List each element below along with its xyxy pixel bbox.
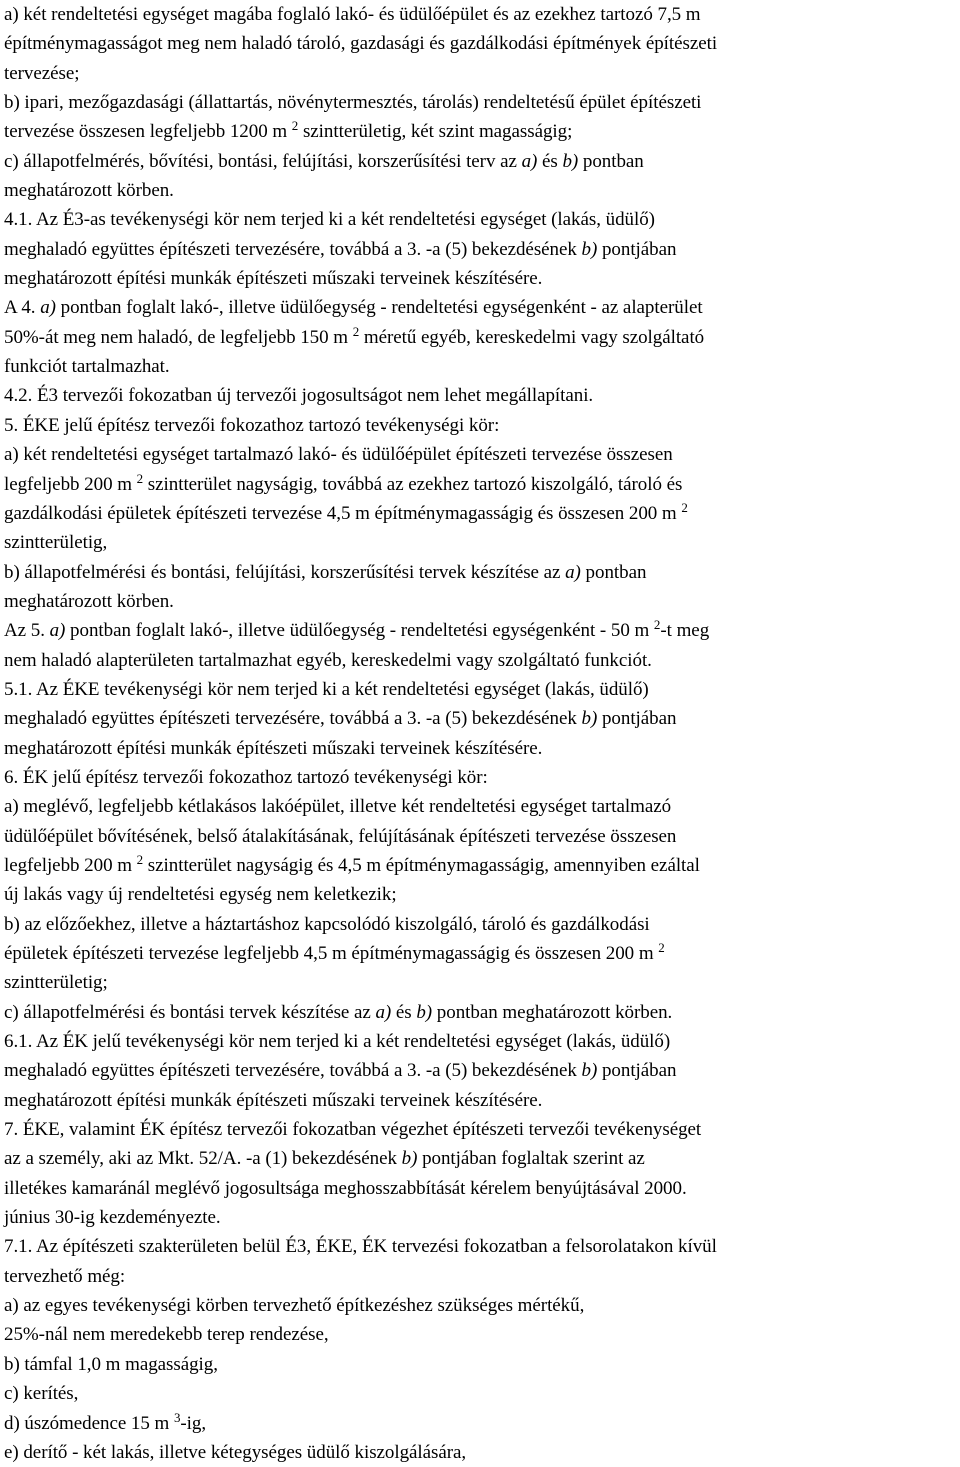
text-run: funkciót tartalmazhat. — [4, 356, 170, 378]
superscript: 2 — [653, 617, 661, 633]
text-line — [4, 880, 956, 909]
text-run: c) állapotfelmérési és bontási tervek készítése az — [4, 1001, 376, 1023]
superscript: 2 — [681, 499, 688, 515]
text-line — [4, 587, 956, 616]
italic-reference: b) — [562, 150, 579, 172]
italic-reference: a) — [49, 620, 66, 642]
text-line — [4, 1320, 956, 1349]
text-run: 6. ÉK jelű építész tervezői fokozathoz tartozó tevékenységi kör: — [4, 766, 488, 788]
text-line — [4, 117, 956, 146]
text-run: pontban foglalt lakó-, illetve üdülőegység - rendeltetési egységenként - 50 m — [65, 620, 654, 642]
text-run: A 4. — [4, 297, 41, 319]
text-line — [4, 1379, 956, 1408]
text-run: pontban — [580, 561, 647, 583]
text-run: Az 5. — [4, 620, 50, 642]
text-run: tervezhető még: — [4, 1265, 126, 1287]
italic-reference: b) — [581, 238, 598, 260]
text-line — [4, 851, 956, 880]
text-line — [4, 470, 956, 499]
text-run: pontjában — [597, 1060, 677, 1082]
text-run: 7.1. Az építészeti szakterületen belül É3, ÉKE, ÉK tervezési fokozatban a felsorolatakon kívül — [4, 1236, 717, 1258]
text-run: legfeljebb 200 m — [4, 854, 137, 876]
text-run: meghatározott körben. — [4, 180, 174, 202]
italic-reference: a) — [565, 561, 581, 583]
text-run: -ig, — [180, 1412, 207, 1434]
italic-reference: a) — [521, 150, 538, 172]
italic-reference: b) — [401, 1148, 418, 1170]
text-run: és — [391, 1001, 417, 1023]
text-run: a) két rendeltetési egységet tartalmazó lakó- és üdülőépület építészeti tervezése összesen — [4, 444, 673, 466]
text-run: 50%-át meg nem haladó, de legfeljebb 150 m — [4, 326, 353, 348]
text-run: b) az előzőekhez, illetve a háztartáshoz kapcsolódó kiszolgáló, tároló és gazdálkodási — [4, 913, 650, 935]
text-run: 4.2. É3 tervezői fokozatban új tervezői jogosultságot nem lehet megállapítani. — [4, 385, 594, 407]
text-run: 5. ÉKE jelű építész tervezői fokozathoz tartozó tevékenységi kör: — [4, 414, 500, 436]
text-run: tervezése összesen legfeljebb 1200 m — [4, 121, 292, 143]
text-line — [4, 1115, 956, 1144]
text-line — [4, 910, 956, 939]
text-line — [4, 1262, 956, 1291]
text-line — [4, 352, 956, 381]
text-run: illetékes kamaránál meglévő jogosultsága meghosszabbítását kérelem benyújtásával 2000. — [4, 1177, 687, 1199]
text-run: a) meglévő, legfeljebb kétlakásos lakóépület, illetve két rendeltetési egységet tartalmazó — [4, 796, 672, 818]
text-line — [4, 968, 956, 997]
text-line — [4, 235, 956, 264]
text-line — [4, 205, 956, 234]
text-run: meghaladó együttes építészeti tervezésére, továbbá a 3. -a (5) bekezdésének — [4, 708, 582, 730]
text-run: e) derítő - két lakás, illetve kétegységes üdülő kiszolgálására, — [4, 1441, 467, 1463]
text-line — [4, 558, 956, 587]
text-line — [4, 616, 956, 645]
text-line — [4, 147, 956, 176]
text-line — [4, 822, 956, 851]
text-run: pontjában — [597, 708, 677, 730]
text-run: pontban — [578, 150, 644, 172]
text-run: szintterület nagyságig, továbbá az ezekhez tartozó kiszolgáló, tároló és — [143, 473, 683, 495]
text-line — [4, 176, 956, 205]
text-run: tervezése; — [4, 62, 80, 84]
text-run: meghaladó együttes építészeti tervezésére, továbbá a 3. -a (5) bekezdésének — [4, 238, 582, 260]
text-line — [4, 440, 956, 469]
text-run: 4.1. Az É3-as tevékenységi kör nem terjed ki a két rendeltetési egységet (lakás, üdülő) — [4, 209, 655, 231]
text-run: pontjában — [597, 238, 677, 260]
text-run: szintterület nagyságig és 4,5 m építménymagasságig, amennyiben ezáltal — [143, 854, 700, 876]
text-line — [4, 763, 956, 792]
text-line — [4, 381, 956, 410]
text-run: szintterületig, két szint magasságig; — [298, 121, 573, 143]
text-run: építménymagasságot meg nem haladó tároló, gazdasági és gazdálkodási építmények építészeti — [4, 33, 718, 55]
superscript: 2 — [291, 118, 299, 134]
text-line — [4, 264, 956, 293]
superscript: 2 — [136, 851, 144, 867]
text-line — [4, 939, 956, 968]
text-run: üdülőépület bővítésének, belső átalakításának, felújításának építészeti tervezése összesen — [4, 825, 677, 847]
text-run: a) az egyes tevékenységi körben tervezhető építkezéshez szükséges mértékű, — [4, 1295, 585, 1317]
text-run: meghaladó együttes építészeti tervezésére, továbbá a 3. -a (5) bekezdésének — [4, 1060, 582, 1082]
superscript: 2 — [352, 323, 360, 339]
superscript: 2 — [658, 939, 665, 955]
text-line — [4, 734, 956, 763]
text-run: új lakás vagy új rendeltetési egység nem keletkezik; — [4, 884, 397, 906]
text-run: gazdálkodási épületek építészeti tervezése 4,5 m építménymagasságig és összesen 200 m — [4, 502, 682, 524]
text-run: b) támfal 1,0 m magasságig, — [4, 1353, 218, 1375]
text-line — [4, 1291, 956, 1320]
text-run: 5.1. Az ÉKE tevékenységi kör nem terjed ki a két rendeltetési egységet (lakás, üdülő) — [4, 678, 649, 700]
text-line — [4, 1232, 956, 1261]
text-line — [4, 1086, 956, 1115]
text-line — [4, 675, 956, 704]
italic-reference: a) — [40, 297, 56, 319]
text-run: nem haladó alapterületen tartalmazhat egyéb, kereskedelmi vagy szolgáltató funkciót. — [4, 649, 652, 671]
text-run: b) ipari, mezőgazdasági (állattartás, növénytermesztés, tárolás) rendeltetésű épület építészeti — [4, 92, 702, 114]
text-line — [4, 528, 956, 557]
text-run: b) állapotfelmérési és bontási, felújítási, korszerűsítési tervek készítése az — [4, 561, 566, 583]
text-line — [4, 1174, 956, 1203]
text-run: meghatározott építési munkák építészeti műszaki terveinek készítésére. — [4, 1089, 543, 1111]
text-line — [4, 792, 956, 821]
text-run: és — [537, 150, 563, 172]
text-run: pontban foglalt lakó-, illetve üdülőegység - rendeltetési egységenként - az alapterület — [55, 297, 703, 319]
text-run: az a személy, aki az Mkt. 52/A. -a (1) bekezdésének — [4, 1148, 402, 1170]
text-run: meghatározott építési munkák építészeti műszaki terveinek készítésére. — [4, 737, 543, 759]
text-line — [4, 293, 956, 322]
text-run: c) kerítés, — [4, 1383, 79, 1405]
text-run: 25%-nál nem meredekebb terep rendezése, — [4, 1324, 329, 1346]
text-run: 6.1. Az ÉK jelű tevékenységi kör nem terjed ki a két rendeltetési egységet (lakás, üdülő) — [4, 1031, 671, 1053]
text-run: c) állapotfelmérés, bővítési, bontási, felújítási, korszerűsítési terv az — [4, 150, 522, 172]
text-line — [4, 411, 956, 440]
text-line — [4, 704, 956, 733]
text-line — [4, 59, 956, 88]
text-line — [4, 1144, 956, 1173]
text-line — [4, 1056, 956, 1085]
text-run: -t meg — [660, 620, 710, 642]
text-line — [4, 1203, 956, 1232]
text-run: meghatározott építési munkák építészeti műszaki terveinek készítésére. — [4, 268, 543, 290]
text-run: d) úszómedence 15 m — [4, 1412, 174, 1434]
text-line — [4, 29, 956, 58]
text-line — [4, 1438, 956, 1467]
italic-reference: b) — [581, 708, 598, 730]
text-line — [4, 499, 956, 528]
text-line — [4, 998, 956, 1027]
text-line — [4, 0, 956, 29]
text-run: pontjában foglaltak szerint az — [417, 1148, 645, 1170]
superscript: 3 — [173, 1409, 181, 1425]
text-run: méretű egyéb, kereskedelmi vagy szolgáltató — [359, 326, 705, 348]
italic-reference: b) — [416, 1001, 433, 1023]
text-run: pontban meghatározott körben. — [432, 1001, 673, 1023]
text-run: 7. ÉKE, valamint ÉK építész tervezői fokozatban végezhet építészeti tervezői tevékenységet — [4, 1119, 702, 1141]
text-line — [4, 1409, 956, 1438]
text-run: szintterületig, — [4, 532, 108, 554]
text-run: meghatározott körben. — [4, 590, 174, 612]
text-run: június 30-ig kezdeményezte. — [4, 1207, 221, 1229]
text-line — [4, 88, 956, 117]
text-run: szintterületig; — [4, 972, 108, 994]
text-line — [4, 1027, 956, 1056]
text-run: legfeljebb 200 m — [4, 473, 137, 495]
italic-reference: b) — [581, 1060, 598, 1082]
text-line — [4, 1350, 956, 1379]
italic-reference: a) — [375, 1001, 392, 1023]
superscript: 2 — [136, 470, 144, 486]
text-run: a) két rendeltetési egységet magába foglaló lakó- és üdülőépület és az ezekhez tartozó 7,5 m — [4, 4, 701, 25]
text-run: épületek építészeti tervezése legfeljebb 4,5 m építménymagasságig és összesen 200 m — [4, 943, 659, 964]
text-line — [4, 646, 956, 675]
text-line — [4, 323, 956, 352]
